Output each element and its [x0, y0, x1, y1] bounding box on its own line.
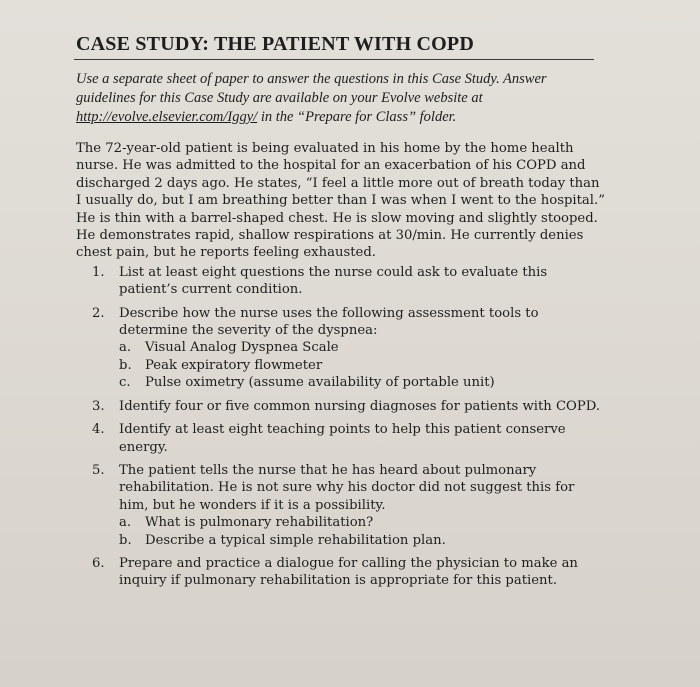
question-item: [76, 421, 606, 456]
case-body: [76, 140, 606, 596]
intro-text: Use a separate sheet of paper to answer the questions in this Case Study. Answer guidelines for this Case Study are available on your Evolve website at: [76, 71, 547, 106]
question-text: Prepare and practice a dialogue for calling the physician to make an inquiry if pulmonary rehabilitation is appropriate for this patient.: [119, 555, 578, 589]
case-study-title: CASE STUDY: THE PATIENT WITH COPD: [76, 33, 474, 55]
sub-question-item: [119, 514, 606, 531]
sub-text: Describe a typical simple rehabilitation plan.: [145, 532, 446, 548]
question-item: [76, 305, 606, 392]
sub-text: What is pulmonary rehabilitation?: [145, 515, 374, 531]
evolve-link[interactable]: http://evolve.elsevier.com/Iggy/: [76, 109, 258, 125]
sub-letter: b.: [119, 357, 132, 373]
question-text: Describe how the nurse uses the following assessment tools to determine the severity of the dyspnea:: [119, 305, 539, 339]
sub-text: Peak expiratory flowmeter: [145, 357, 323, 373]
sub-question-list: [119, 514, 606, 549]
sub-letter: b.: [119, 532, 132, 548]
question-item: [76, 462, 606, 549]
sub-question-item: [119, 532, 606, 549]
question-text: List at least eight questions the nurse could ask to evaluate this patient’s current condition.: [119, 264, 548, 298]
question-text: Identify four or five common nursing diagnoses for patients with COPD.: [119, 398, 601, 414]
question-text: The patient tells the nurse that he has heard about pulmonary rehabilitation. He is not sure why his doctor did not suggest this for him, but he wonders if it is a possibility.: [119, 462, 575, 513]
sub-question-list: [119, 339, 606, 391]
title-divider: [74, 59, 594, 60]
question-item: [76, 398, 606, 415]
scenario-paragraph: The 72-year-old patient is being evaluated in his home by the home health nurse. He was admitted to the hospital for an exacerbation of his COPD and discharged 2 days ago. He states, “I feel a little more out of breath today than I usually do, but I am breathing better than I was when I went to the hospital.” He is thin with a barrel-shaped chest. He is slow moving and slightly stooped. He demonstrates rapid, shallow respirations at 30/min. He currently denies chest pain, but he reports feeling exhausted.: [76, 141, 605, 261]
question-number: 6.: [92, 555, 105, 571]
sub-letter: c.: [119, 375, 131, 391]
question-item: [76, 264, 606, 299]
question-number: 5.: [92, 462, 105, 478]
sub-text: Visual Analog Dyspnea Scale: [145, 340, 339, 356]
intro-text-end: in the “Prepare for Class” folder.: [257, 109, 457, 125]
question-list: [76, 264, 606, 590]
question-number: 1.: [92, 264, 105, 280]
question-number: 4.: [92, 422, 105, 438]
intro-instructions: [76, 70, 596, 127]
sub-question-item: [119, 357, 606, 374]
question-text: Identify at least eight teaching points to help this patient conserve energy.: [119, 422, 566, 455]
question-number: 2.: [92, 305, 105, 321]
sub-letter: a.: [119, 340, 132, 356]
sub-letter: a.: [119, 515, 132, 531]
sub-question-item: [119, 374, 606, 391]
sub-question-item: [119, 339, 606, 356]
sub-text: Pulse oximetry (assume availability of portable unit): [145, 375, 495, 391]
question-number: 3.: [92, 398, 105, 414]
question-item: [76, 555, 606, 590]
